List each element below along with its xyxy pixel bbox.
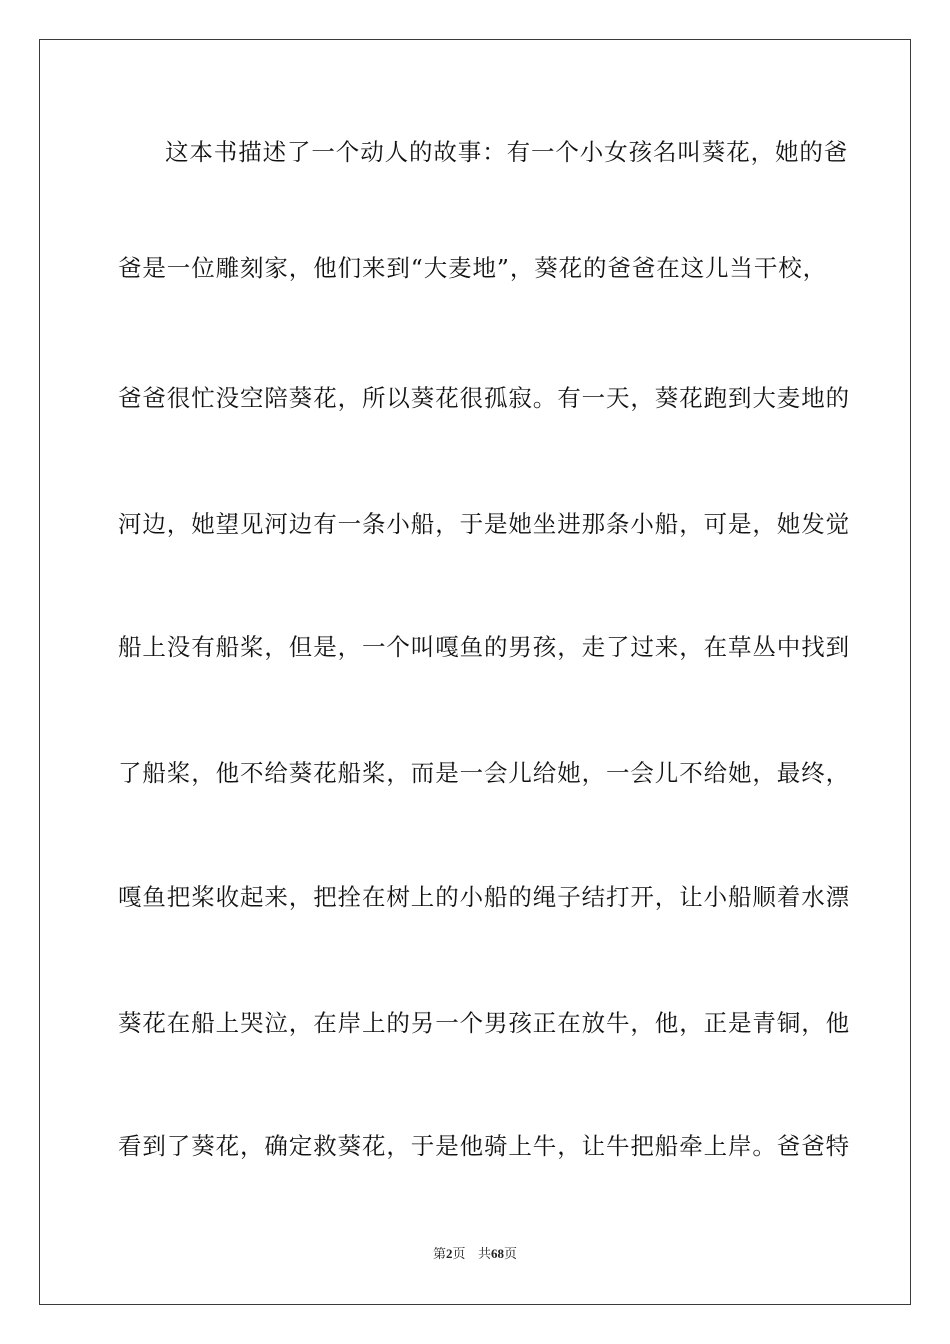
paragraph-line-9: 看到了葵花，确定救葵花，于是他骑上牛，让牛把船牵上岸。爸爸特 bbox=[118, 1132, 850, 1160]
total-prefix: 共 bbox=[477, 1247, 491, 1262]
total-pages: 68 bbox=[490, 1246, 504, 1261]
page-prefix: 第 bbox=[433, 1247, 447, 1262]
paragraph-line-5: 船上没有船桨，但是，一个叫嘎鱼的男孩，走了过来，在草丛中找到 bbox=[118, 633, 850, 661]
paragraph-line-7: 嘎鱼把桨收起来，把拴在树上的小船的绳子结打开，让小船顺着水漂 bbox=[118, 883, 850, 911]
paragraph-line-1: 这本书描述了一个动人的故事：有一个小女孩名叫葵花，她的爸 bbox=[165, 138, 849, 166]
paragraph-line-8: 葵花在船上哭泣，在岸上的另一个男孩正在放牛，他，正是青铜，他 bbox=[118, 1009, 850, 1037]
page-footer bbox=[0, 1246, 950, 1263]
paragraph-line-2: 爸是一位雕刻家，他们来到“大麦地”，葵花的爸爸在这儿当干校， bbox=[118, 254, 828, 282]
total-suffix: 页 bbox=[503, 1247, 517, 1262]
page-number: 2 bbox=[446, 1246, 453, 1261]
paragraph-line-4: 河边，她望见河边有一条小船，于是她坐进那条小船，可是，她发觉 bbox=[118, 510, 850, 538]
paragraph-line-6: 了船桨，他不给葵花船桨，而是一会儿给她，一会儿不给她，最终， bbox=[118, 759, 850, 787]
page-border bbox=[39, 39, 911, 1305]
page-suffix: 页 bbox=[452, 1247, 466, 1262]
paragraph-line-3: 爸爸很忙没空陪葵花，所以葵花很孤寂。有一天，葵花跑到大麦地的 bbox=[118, 384, 850, 412]
